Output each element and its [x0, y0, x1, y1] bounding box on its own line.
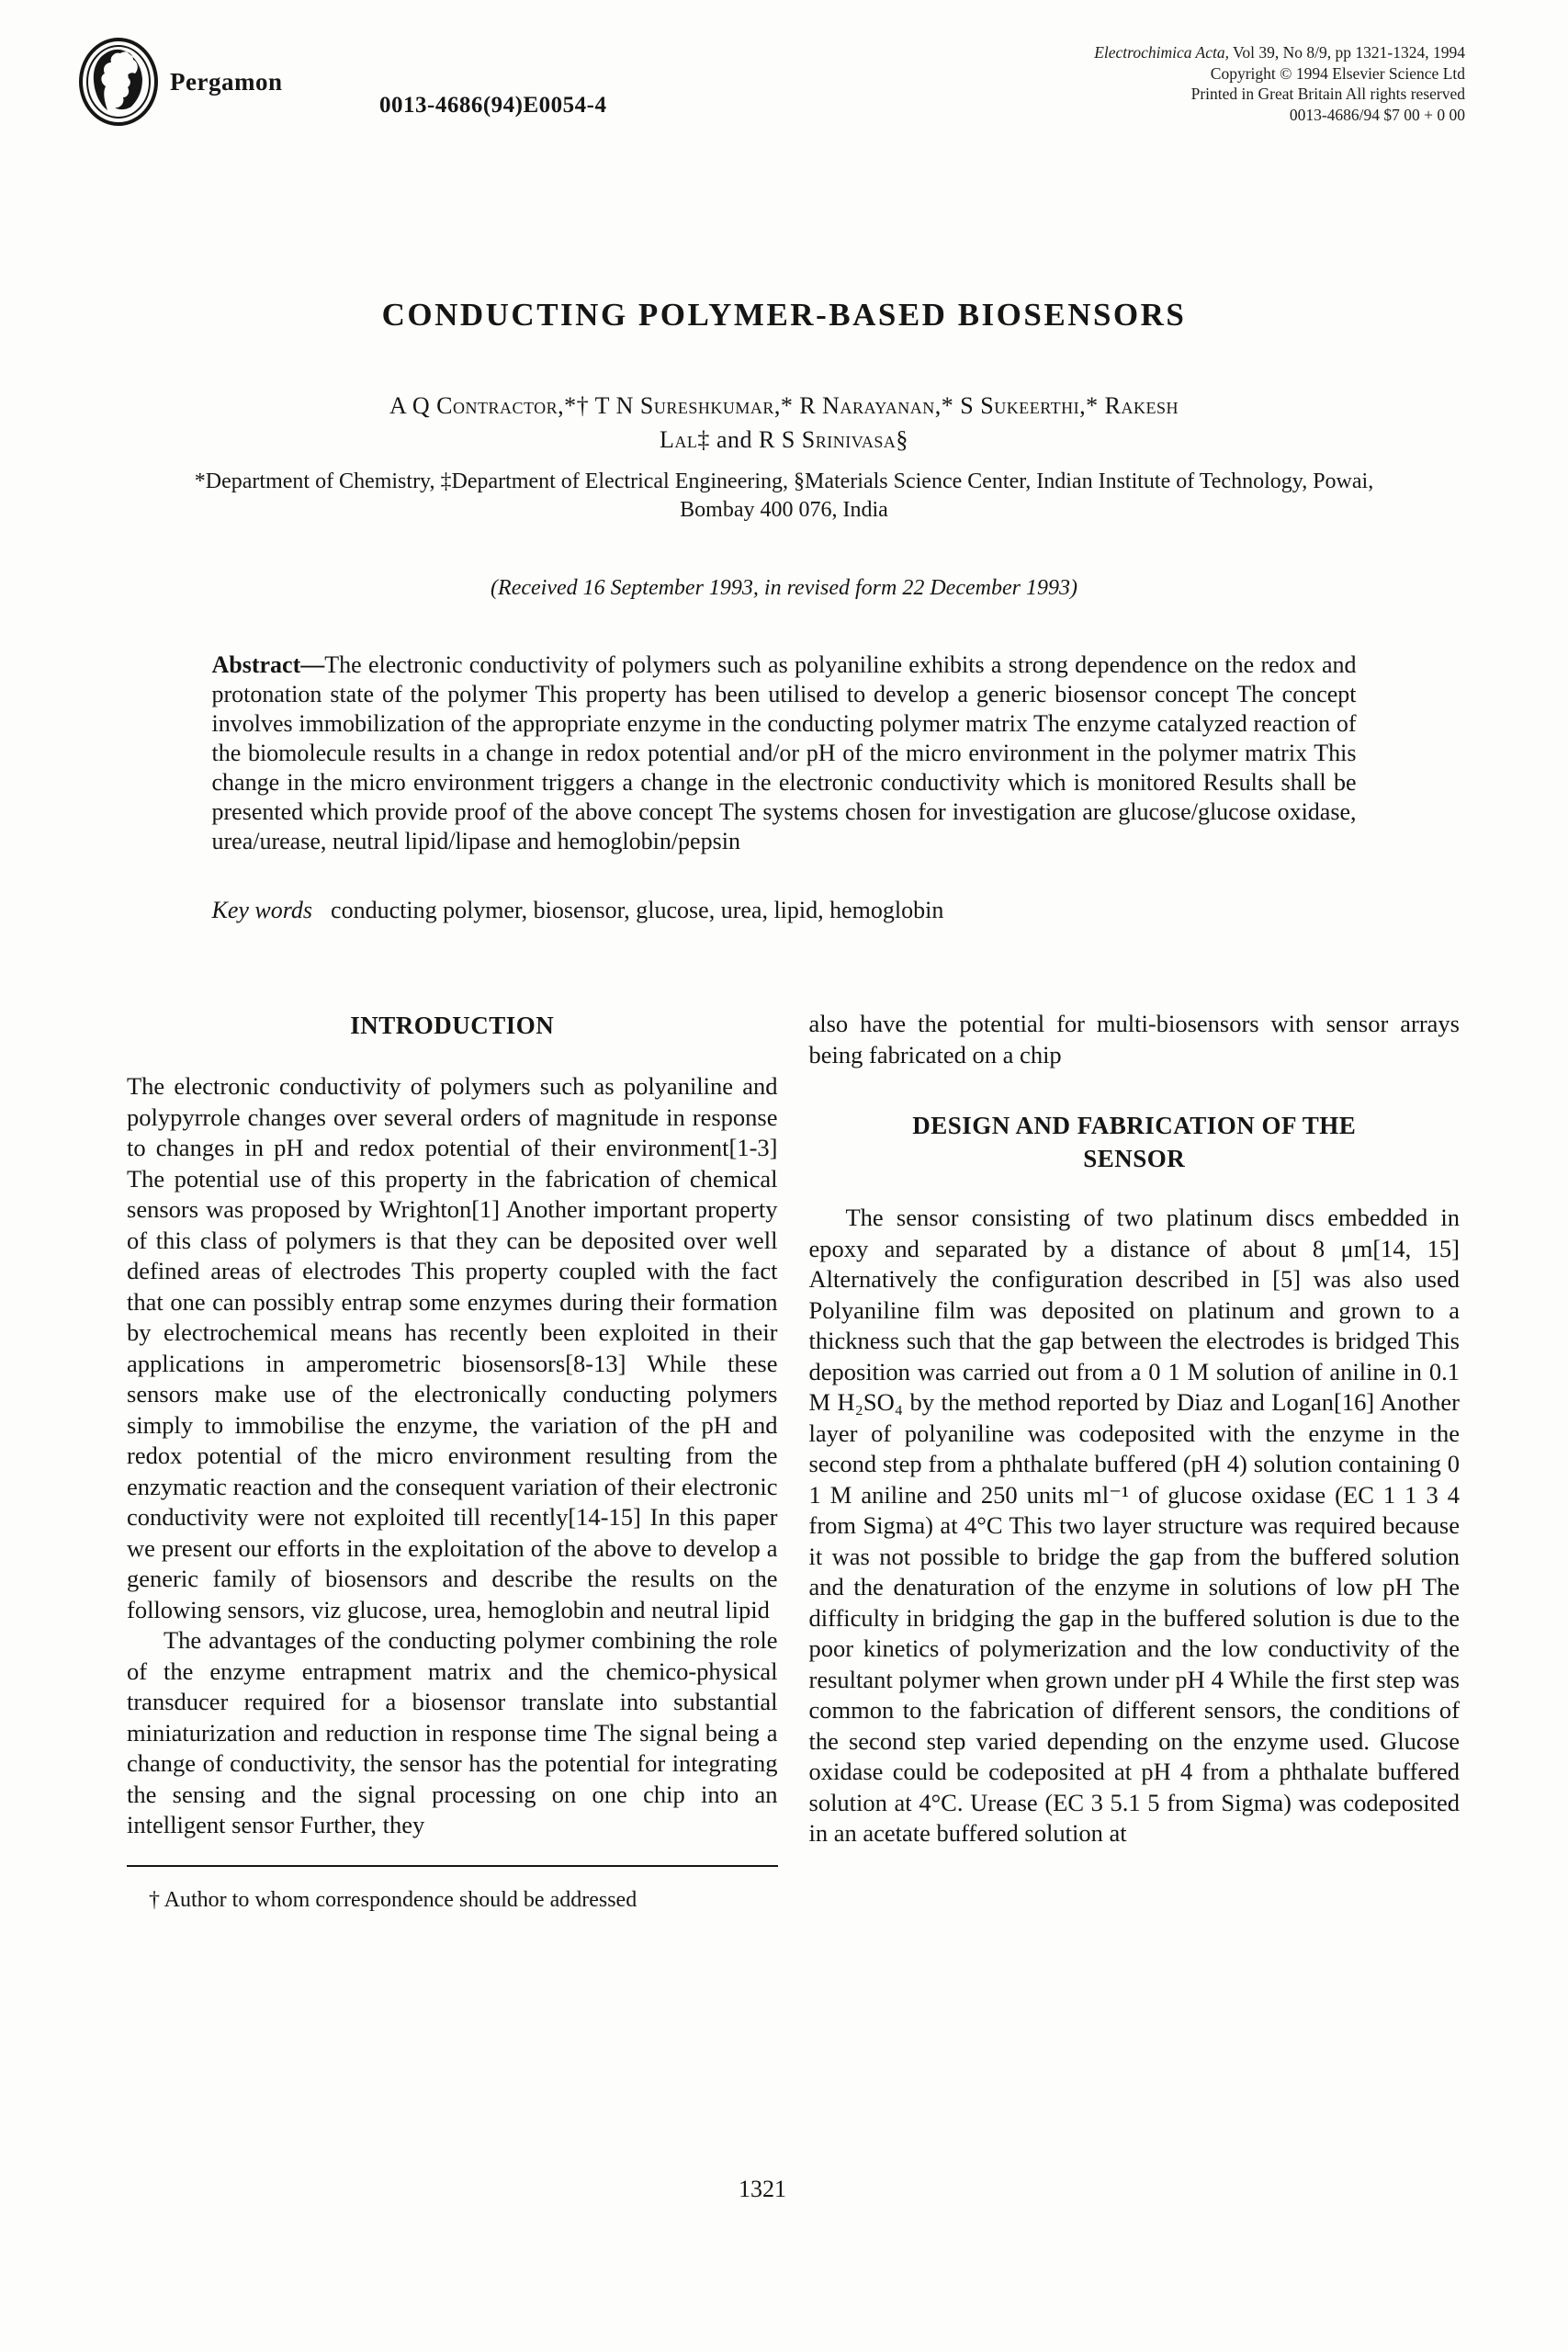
- right-column: [809, 1009, 1461, 1916]
- keywords-label: Key words: [211, 897, 313, 923]
- authors-line-2: Lal‡ and R S Srinivasa§: [660, 426, 908, 453]
- abstract-text: The electronic conductivity of polymers such as polyaniline exhibits a strong dependence on the redox and protonation state of the polymer This property has been utilised to develop a generic biosensor concept The concept involves immobilization of the appropriate enzyme in the conducting polymer matrix The enzyme catalyzed reaction of the biomolecule results in a change in redox potential and/or pH of the micro environment in the polymer matrix This change in the micro environment triggers a change in the electronic conductivity which is monitored Results shall be presented which provide proof of the above concept The systems chosen for investigation are glucose/glucose oxidase, urea/urease, neutral lipid/lipase and hemoglobin/pepsin: [211, 651, 1357, 854]
- introduction-heading: INTRODUCTION: [350, 1012, 555, 1039]
- printed-line: Printed in Great Britain All rights reserved: [1190, 85, 1465, 103]
- price-line: 0013-4686/94 $7 00 + 0 00: [1289, 105, 1465, 124]
- footnote-text: † Author to whom correspondence should be addressed: [149, 1887, 637, 1912]
- abstract-label: Abstract—: [211, 651, 325, 678]
- page-number: 1321: [739, 2176, 786, 2202]
- introduction-paragraph-1: The electronic conductivity of polymers such as polyaniline and polypyrrole changes over several orders of magnitude in response to changes in pH and redox potential of their environment[1-3] The potential use of this property in the fabrication of chemical sensors was proposed by Wrighton[1] Another important property of this class of polymers is that they can be deposited over well defined areas of electrodes This property coupled with the fact that one can possibly entrap some enzymes during their formation by electrochemical means has recently been exploited in their applications in amperometric biosensors[8-13] While these sensors make use of the electronically conducting polymers simply to immobilise the enzyme, the variation of the pH and redox potential of the micro environment resulting from the enzymatic reaction and the consequent variation of their electronic conductivity were not exploited till recently[14-15] In this paper we present our efforts in the exploitation of the above to develop a generic family of biosensors and describe the results on the following sensors, viz glucose, urea, hemoglobin and neutral lipid: [127, 1072, 778, 1623]
- abstract: [212, 650, 1357, 856]
- publisher-logo-block: [78, 37, 282, 127]
- page-header: [0, 0, 1568, 161]
- received-line: (Received 16 September 1993, in revised form 22 December 1993): [491, 576, 1077, 600]
- design-paragraph-1: The sensor consisting of two platinum discs embedded in epoxy and separated by a distance of about 8 μm[14, 15] Alternatively the configuration described in [5] was also used Polyaniline film was deposited on platinum and grown to a thickness such that the gap between the electrodes is bridged This deposition was carried out from a 0 1 M solution of aniline in 0.1 M H₂SO₄ by the method reported by Diaz and Logan[16] Another layer of polyaniline was codeposited with the enzyme in the second step from a phthalate buffered (pH 4) solution containing 0 1 M aniline and 250 units ml⁻¹ of glucose oxidase (EC 1 1 3 4 from Sigma) at 4°C This two layer structure was required because it was not possible to bridge the gap from the buffered solution and the denaturation of the enzyme in solutions of low pH The difficulty in bridging the gap in the buffered solution is due to the poor kinetics of polymerization and the low conductivity of the resultant polymer when grown under pH 4 While the first step was common to the fabrication of different sensors, the conditions of the second step varied depending on the enzyme used. Glucose oxidase could be codeposited at pH 4 from a phthalate buffered solution at 4°C. Urease (EC 3 5.1 5 from Sigma) was codeposited in an acetate buffered solution at: [808, 1204, 1460, 1847]
- copyright-line: Copyright © 1994 Elsevier Science Ltd: [1210, 63, 1465, 83]
- continuation-paragraph: also have the potential for multi-biosensors with sensor arrays being fabricated on a chip: [808, 1010, 1460, 1069]
- paper-title: CONDUCTING POLYMER-BASED BIOSENSORS: [381, 297, 1187, 333]
- journal-name: Electrochimica Acta,: [1094, 43, 1229, 62]
- introduction-paragraph-2: The advantages of the conducting polymer combining the role of the enzyme entrapment matrix and the chemico-physical transducer required for a biosensor translate into substantial miniaturization and reduction in response time The signal being a change of conductivity, the sensor has the potential for integrating the sensing and the signal processing on one chip into an intelligent sensor Further, they: [127, 1626, 778, 1838]
- publisher-name: Pergamon: [170, 67, 283, 96]
- keywords-text: conducting polymer, biosensor, glucose, urea, lipid, hemoglobin: [331, 897, 944, 923]
- authors-line-1: A Q Contractor,*† T N Sureshkumar,* R Narayanan,* S Sukeerthi,* Rakesh: [389, 392, 1179, 419]
- design-heading: DESIGN AND FABRICATION OF THE SENSOR: [912, 1112, 1357, 1172]
- affiliation: *Department of Chemistry, ‡Department of Electrical Engineering, §Materials Science Center, Indian Institute of Technology, Powai, Bombay 400 076, India: [194, 469, 1374, 522]
- authors: [0, 389, 1568, 457]
- body-columns: [0, 1009, 1568, 1916]
- pergamon-logo-icon: [78, 37, 159, 127]
- doc-code: 0013-4686(94)E0054-4: [379, 93, 607, 118]
- journal-volume: Vol 39, No 8/9, pp 1321-1324, 1994: [1228, 43, 1465, 62]
- journal-info: [1094, 42, 1465, 125]
- journal-line: [1094, 42, 1465, 63]
- footnote-rule: [127, 1865, 778, 1867]
- footnote: [127, 1865, 778, 1917]
- left-column: [127, 1009, 778, 1916]
- keywords: [212, 897, 1357, 924]
